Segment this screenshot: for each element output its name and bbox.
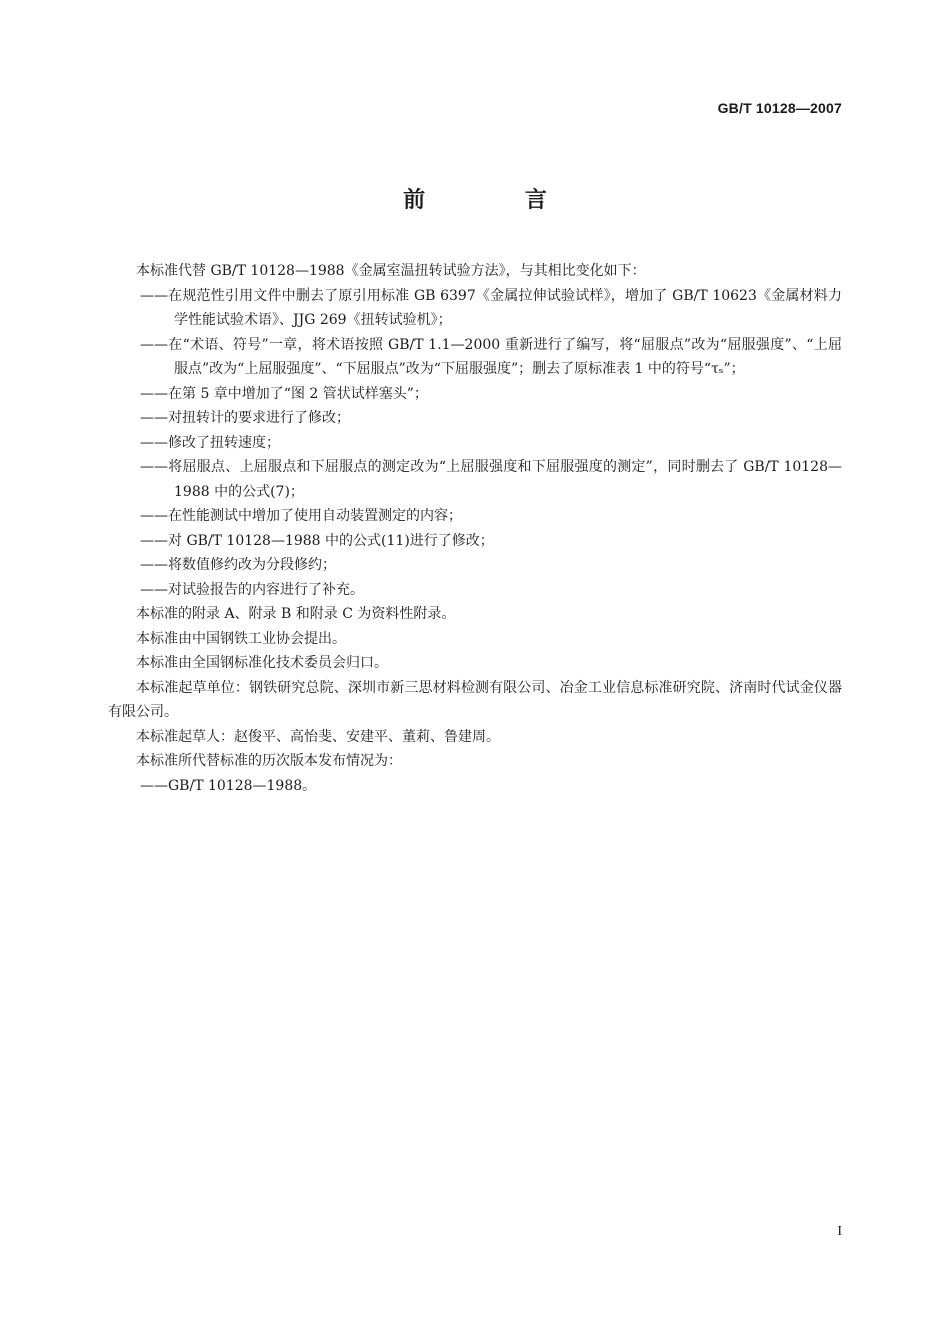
change-item: ——将数值修约改为分段修约； — [140, 557, 336, 573]
change-item: ——修改了扭转速度； — [140, 434, 280, 451]
change-item: ——在“术语、符号”一章，将术语按照 GB/T 1.1—2000 重新进行了编写，将“屈服点”改为“屈服强度”、“上屈服点”改为“上屈服强度”、“下屈服点”改为“下屈服强度”；删去了原标准表 1 中的符号“τₛ”； — [140, 336, 842, 377]
page-number: I — [837, 1224, 842, 1239]
drafting-units-paragraph: 本标准起草单位：钢铁研究总院、深圳市新三思材料检测有限公司、冶金工业信息标准研究院、济南时代试金仪器有限公司。 — [108, 679, 842, 720]
standard-code: GB/T 10128—2007 — [717, 100, 842, 116]
intro-paragraph: 本标准代替 GB/T 10128—1988《金属室温扭转试验方法》，与其相比变化如下： — [136, 263, 646, 279]
change-item: ——对扭转计的要求进行了修改； — [140, 410, 350, 426]
change-item: ——在第 5 章中增加了“图 2 管状试样塞头”； — [140, 385, 428, 402]
proposed-by-paragraph: 本标准由中国钢铁工业协会提出。 — [136, 630, 346, 647]
change-item: ——对试验报告的内容进行了补充。 — [140, 581, 364, 598]
managed-by-paragraph: 本标准由全国钢标准化技术委员会归口。 — [136, 655, 388, 671]
change-item: ——将屈服点、上屈服点和下屈服点的测定改为“上屈服强度和下屈服强度的测定”，同时删去了 GB/T 10128—1988 中的公式(7)； — [140, 459, 842, 500]
change-item: ——对 GB/T 10128—1988 中的公式(11)进行了修改； — [140, 532, 494, 549]
page-title: 前 言 — [403, 188, 593, 213]
foreword-body — [108, 259, 842, 798]
appendix-paragraph: 本标准的附录 A、附录 B 和附录 C 为资料性附录。 — [136, 606, 456, 622]
history-intro-paragraph: 本标准所代替标准的历次版本发布情况为： — [136, 753, 402, 769]
drafters-paragraph: 本标准起草人：赵俊平、高怡斐、安建平、董莉、鲁建周。 — [136, 728, 500, 745]
change-item: ——在性能测试中增加了使用自动装置测定的内容； — [140, 508, 462, 524]
change-item: ——在规范性引用文件中删去了原引用标准 GB 6397《金属拉伸试验试样》，增加了 GB/T 10623《金属材料力学性能试验术语》、JJG 269《扭转试验机》； — [140, 287, 842, 328]
history-item: ——GB/T 10128—1988。 — [140, 777, 317, 794]
